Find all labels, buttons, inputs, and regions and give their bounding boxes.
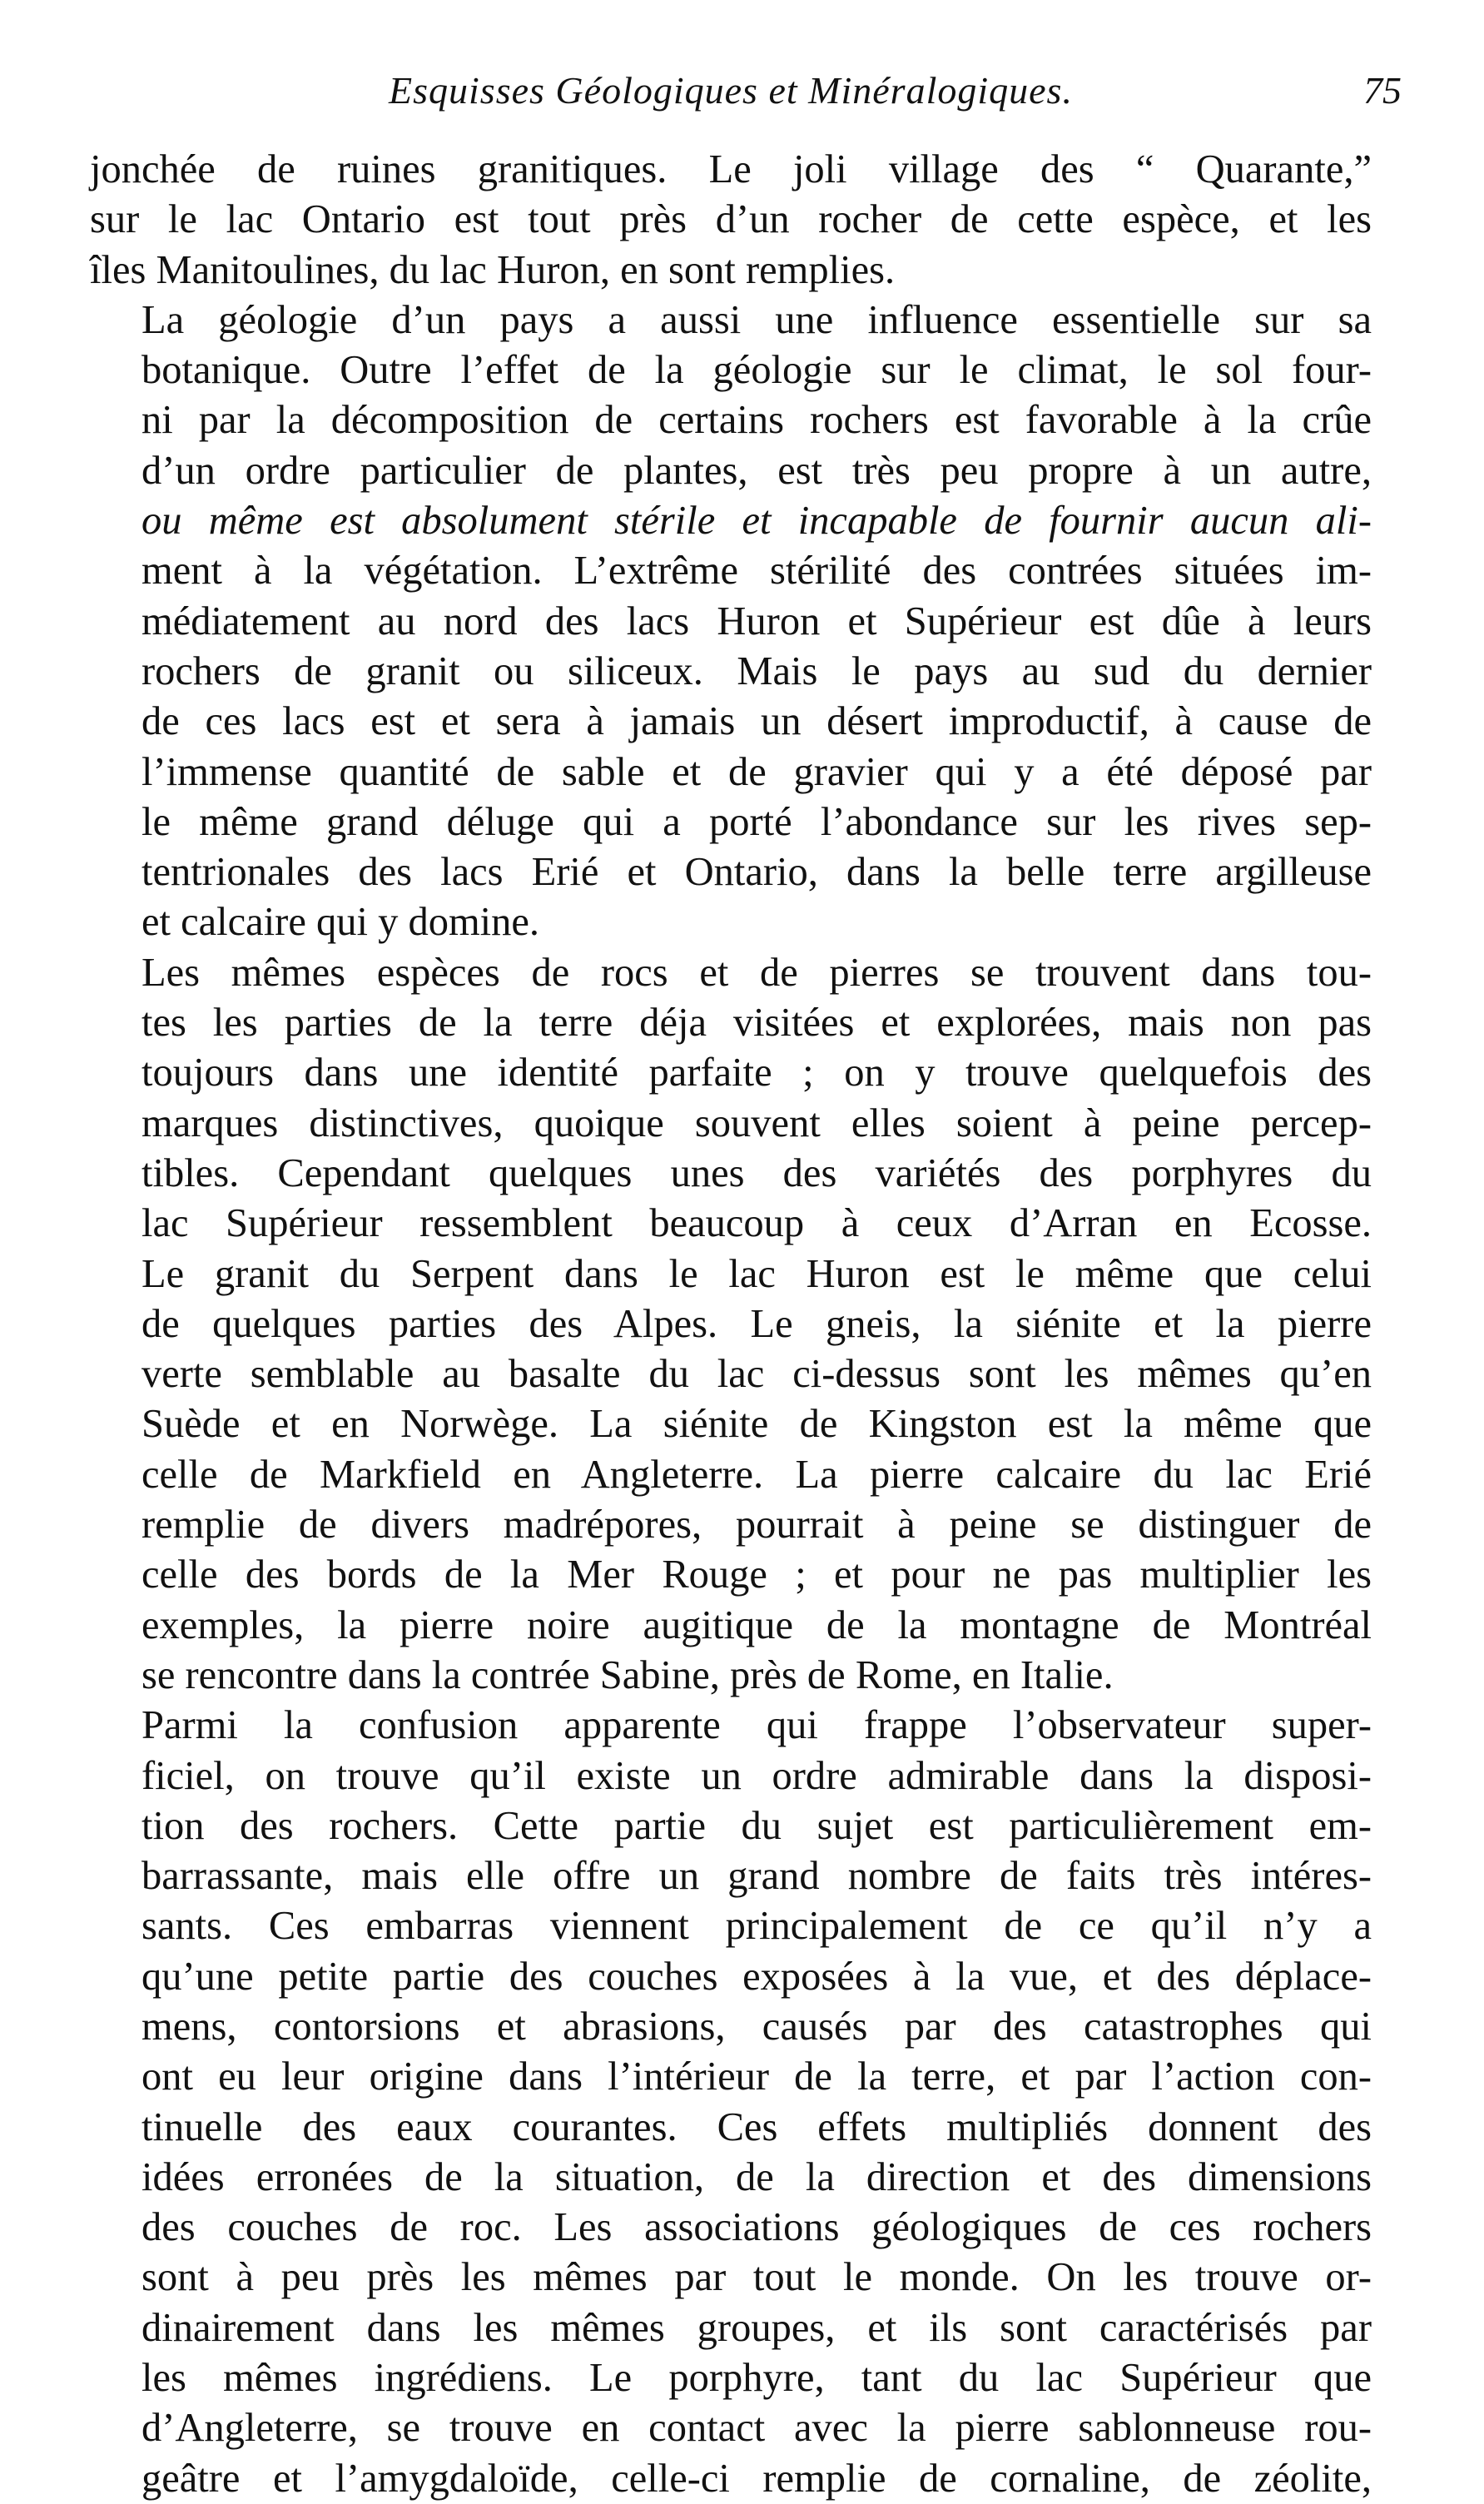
- paragraph-4: [90, 1701, 1372, 2504]
- text-line: ment à la végétation. L’extrême stérilité des contrées situées im-: [141, 549, 1372, 594]
- text-line: le même grand déluge qui a porté l’abondance sur les rives sep-: [141, 799, 1372, 844]
- text-line: des couches de roc. Les associations géologiques de ces rochers: [141, 2205, 1372, 2250]
- text-line: remplie de divers madrépores, pourrait à peine se distinguer de: [141, 1503, 1372, 1548]
- paragraph-2: [90, 296, 1372, 948]
- book-page: [90, 68, 1402, 2504]
- text-line: celle des bords de la Mer Rouge ; et pour ne pas multiplier les: [141, 1553, 1372, 1597]
- text-line: tinuelle des eaux courantes. Ces effets multipliés donnent des: [141, 2104, 1372, 2149]
- text-line: marques distinctives, quoique souvent elles soient à peine percep-: [141, 1100, 1372, 1145]
- text-line: îles Manitoulines, du lac Huron, en sont remplies.: [90, 247, 896, 292]
- text-line: mens, contorsions et abrasions, causés par des catastrophes qui: [141, 2004, 1372, 2049]
- text-line: Les mêmes espèces de rocs et de pierres se trouvent dans tou-: [141, 950, 1372, 995]
- text-line: l’immense quantité de sable et de gravier qui y a été déposé par: [141, 749, 1372, 794]
- text-line: toujours dans une identité parfaite ; on y trouve quelquefois des: [141, 1051, 1372, 1096]
- text-line: tentrionales des lacs Erié et Ontario, dans la belle terre argilleuse: [141, 850, 1372, 895]
- text-line: La géologie d’un pays a aussi une influence essentielle sur sa: [141, 297, 1372, 342]
- text-line: ni par la décomposition de certains rochers est favorable à la crûe: [141, 398, 1372, 443]
- running-head: [90, 68, 1402, 127]
- text-line: verte semblable au basalte du lac ci-dessus sont les mêmes qu’en: [141, 1352, 1372, 1397]
- text-line: sont à peu près les mêmes par tout le monde. On les trouve or-: [141, 2255, 1372, 2300]
- text-line: Le granit du Serpent dans le lac Huron est le même que celui: [141, 1251, 1372, 1296]
- text-line: se rencontre dans la contrée Sabine, près de Rome, en Italie.: [141, 1652, 1114, 1697]
- text-line: tion des rochers. Cette partie du sujet est particulièrement em-: [141, 1803, 1372, 1848]
- text-line: les mêmes ingrédiens. Le porphyre, tant du lac Supérieur que: [141, 2356, 1372, 2401]
- text-line: exemples, la pierre noire augitique de la montagne de Montréal: [141, 1602, 1372, 1647]
- text-line: ficiel, on trouve qu’il existe un ordre admirable dans la disposi-: [141, 1753, 1372, 1798]
- text-line: celle de Markfield en Angleterre. La pierre calcaire du lac Erié: [141, 1452, 1372, 1497]
- text-line: d’Angleterre, se trouve en contact avec la pierre sablonneuse rou-: [141, 2406, 1372, 2451]
- text-line: sur le lac Ontario est tout près d’un rocher de cette espèce, et les: [90, 197, 1372, 242]
- page-number: 75: [1363, 69, 1402, 112]
- text-line: Parmi la confusion apparente qui frappe l’observateur super-: [141, 1703, 1372, 1748]
- running-title: Esquisses Géologiques et Minéralogiques.: [389, 69, 1073, 112]
- text-line: d’un ordre particulier de plantes, est très peu propre à un autre,: [141, 448, 1372, 493]
- text-line: geâtre et l’amygdaloïde, celle-ci remplie de cornaline, de zéolite,: [141, 2456, 1372, 2501]
- text-line: et calcaire qui y domine.: [141, 900, 540, 945]
- text-line: rochers de granit ou siliceux. Mais le pays au sud du dernier: [141, 648, 1372, 693]
- text-line: ou même est absolument stérile et incapable de fournir aucun ali-: [141, 499, 1372, 544]
- text-line: tes les parties de la terre déja visitées et explorées, mais non pas: [141, 1001, 1372, 1046]
- text-line: qu’une petite partie des couches exposées à la vue, et des déplace-: [141, 1954, 1372, 1999]
- text-line: botanique. Outre l’effet de la géologie sur le climat, le sol four-: [141, 348, 1372, 393]
- text-line: idées erronées de la situation, de la direction et des dimensions: [141, 2154, 1372, 2199]
- text-line: barrassante, mais elle offre un grand nombre de faits très intéres-: [141, 1854, 1372, 1899]
- text-line: ont eu leur origine dans l’intérieur de la terre, et par l’action con-: [141, 2054, 1372, 2099]
- text-line: médiatement au nord des lacs Huron et Supérieur est dûe à leurs: [141, 599, 1372, 643]
- body-text: [90, 145, 1372, 2504]
- text-line: tibles. Cependant quelques unes des variétés des porphyres du: [141, 1150, 1372, 1195]
- text-line: de ces lacs est et sera à jamais un désert improductif, à cause de: [141, 699, 1372, 744]
- text-line: jonchée de ruines granitiques. Le joli village des “ Quarante,”: [90, 147, 1372, 191]
- text-line: lac Supérieur ressemblent beaucoup à ceux d’Arran en Ecosse.: [141, 1201, 1372, 1246]
- paragraph-3: [90, 948, 1372, 1701]
- paragraph-1: [90, 145, 1372, 296]
- text-line: sants. Ces embarras viennent principalement de ce qu’il n’y a: [141, 1904, 1372, 1949]
- text-line: Suède et en Norwège. La siénite de Kingston est la même que: [141, 1402, 1372, 1447]
- text-line: de quelques parties des Alpes. Le gneis, la siénite et la pierre: [141, 1301, 1372, 1346]
- text-line: dinairement dans les mêmes groupes, et ils sont caractérisés par: [141, 2305, 1372, 2350]
